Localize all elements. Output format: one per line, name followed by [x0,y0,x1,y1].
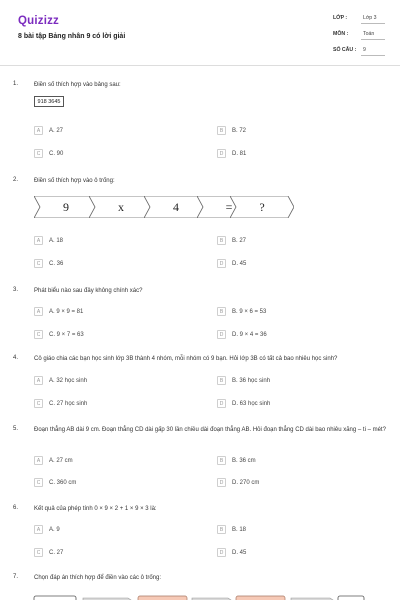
figure-box [138,596,187,600]
question-1-table-figure: 918 3645 [34,96,64,107]
arrow-box-value: 9 [63,200,69,214]
question-text: Chọn đáp án thích hợp để điền vào các ô trống: [34,575,162,581]
option-label: B. 27 [232,238,247,244]
option-label: C. 36 [49,261,64,267]
arrow-box [230,196,294,218]
option-letter: C [34,259,43,268]
option-label: C. 27 học sinh [49,401,88,407]
meta-count-key: SỐ CÂU : [333,47,357,53]
option-letter: D [217,399,226,408]
option-label: A. 18 [49,238,64,244]
meta-divider [361,39,385,40]
question-number: 6. [13,505,19,511]
option-label: B. 72 [232,128,247,134]
option-letter: C [34,330,43,339]
option-letter: A [34,307,43,316]
option-label: C. 360 cm [49,480,77,486]
meta-grade-key: LỚP : [333,15,348,21]
option-label: C. 9 × 7 = 63 [49,332,84,338]
arrow-box-value: 4 [173,200,179,214]
option-letter: D [217,478,226,487]
meta-subject-value: Toán [363,31,375,37]
option-label: A. 27 cm [49,458,73,464]
option-label: D. 45 [232,261,247,267]
option-letter: B [217,126,226,135]
meta-subject-key: MÔN : [333,31,349,37]
option-label: A. 27 [49,128,64,134]
option-label: A. 9 × 9 = 81 [49,309,84,315]
question-7-figure-partial [0,588,400,600]
option-letter: D [217,330,226,339]
worksheet-title: 8 bài tập Bảng nhân 9 có lời giải [18,33,126,40]
option-letter: C [34,548,43,557]
option-letter: B [217,376,226,385]
arrow-box-value: = [225,200,233,214]
question-number: 3. [13,287,19,293]
question-number: 2. [13,177,19,183]
option-letter: B [217,456,226,465]
option-label: B. 9 × 6 = 53 [232,309,267,315]
question-2-arrow-chain [34,196,369,218]
question-text: Kết quả của phép tính 0 × 9 × 2 + 1 × 9 × 3 là: [34,506,157,512]
arrow-box-value: ? [259,200,265,214]
question-number: 7. [13,574,19,580]
option-letter: C [34,478,43,487]
question-number: 5. [13,426,19,432]
option-letter: A [34,525,43,534]
option-label: A. 32 học sinh [49,378,88,384]
meta-grade-value: Lớp 3 [363,15,377,21]
meta-divider [361,23,385,24]
option-label: B. 36 cm [232,458,256,464]
figure-box [34,596,76,600]
option-label: C. 90 [49,151,64,157]
option-letter: B [217,236,226,245]
option-letter: D [217,259,226,268]
question-text: Đoạn thẳng AB dài 9 cm. Đoạn thẳng CD dài gấp 30 lần chiều dài đoạn thẳng AB. Hỏi đoạn thẳng CD dài bao nhiêu xăng – ti – mét? [34,427,386,433]
figure-box [338,596,364,600]
option-label: B. 18 [232,527,247,533]
question-text: Điền số thích hợp vào ô trống: [34,178,115,184]
meta-count-value: 9 [363,47,366,53]
figure-box [236,596,285,600]
option-letter: B [217,525,226,534]
option-label: C. 27 [49,550,64,556]
arrow-box-value: x [118,200,124,214]
question-text: Cô giáo chia các bạn học sinh lớp 3B thành 4 nhóm, mỗi nhóm có 9 bạn. Hỏi lớp 3B có tất cả bao nhiêu học sinh? [34,356,338,362]
option-label: D. 45 [232,550,247,556]
option-label: D. 270 cm [232,480,260,486]
question-text: Phát biểu nào sau đây không chính xác? [34,288,143,294]
worksheet-header [0,0,400,66]
question-text: Điền số thích hợp vào bảng sau: [34,82,121,88]
option-letter: A [34,376,43,385]
option-letter: A [34,236,43,245]
question-number: 1. [13,81,19,87]
option-label: D. 63 học sinh [232,401,271,407]
meta-divider [361,55,385,56]
option-letter: C [34,149,43,158]
question-number: 4. [13,355,19,361]
option-label: D. 81 [232,151,247,157]
option-letter: D [217,548,226,557]
quizizz-logo: Quizizz [18,15,60,27]
option-letter: D [217,149,226,158]
option-letter: B [217,307,226,316]
option-label: D. 9 × 4 = 36 [232,332,267,338]
option-letter: C [34,399,43,408]
option-letter: A [34,456,43,465]
option-label: A. 9 [49,527,60,533]
option-label: B. 36 học sinh [232,378,271,384]
option-letter: A [34,126,43,135]
